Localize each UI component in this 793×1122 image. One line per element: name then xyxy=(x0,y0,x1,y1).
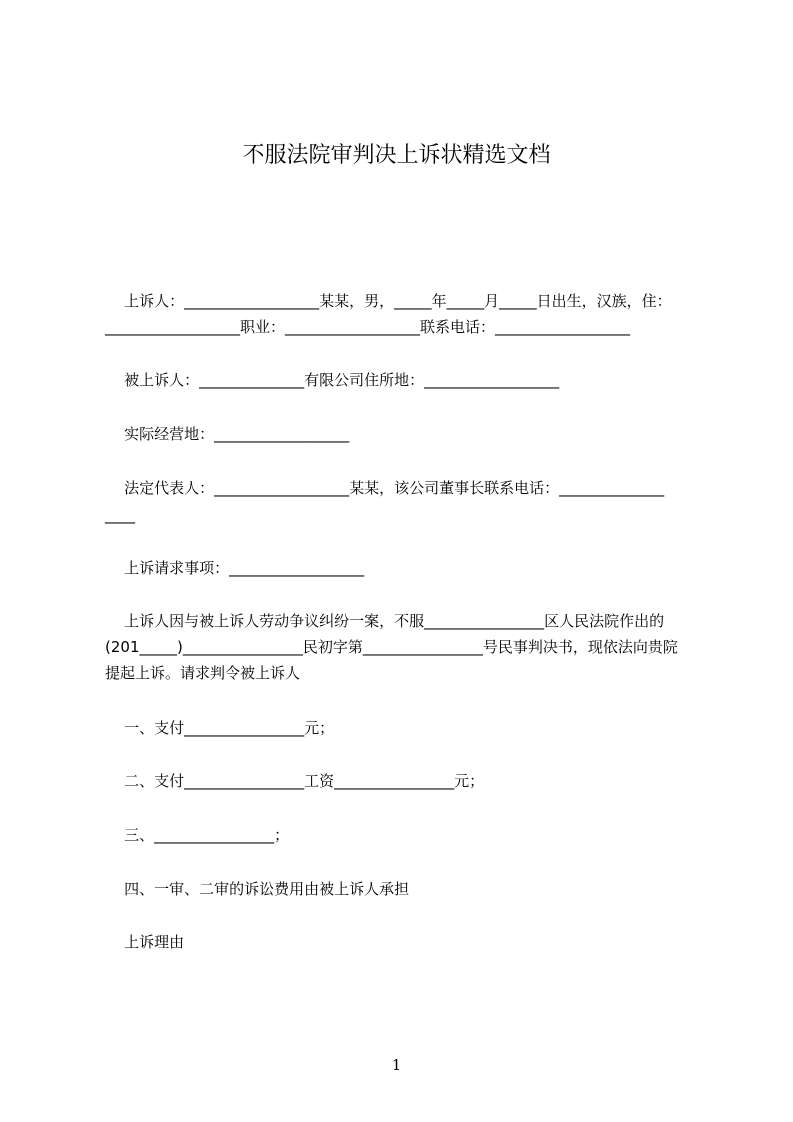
appeal-body-line-2: (201_____)________________民初字第________________号民事判决书，现依法向贵院 xyxy=(105,638,678,656)
request-item-3: 三、________________； xyxy=(105,826,290,844)
respondent-line: 被上诉人：______________有限公司住所地：__________________ xyxy=(105,371,560,389)
appellant-line-continued: __________________职业：__________________联系电话：__________________ xyxy=(105,318,631,336)
request-item-1: 一、支付________________元； xyxy=(105,719,335,737)
page-number: 1 xyxy=(391,1056,402,1074)
request-item-2: 二、支付________________工资________________元； xyxy=(105,772,485,790)
legal-representative-line: 法定代表人：__________________某某，该公司董事长联系电话：______________ xyxy=(105,479,665,497)
appeal-body-line-3: 提起上诉。请求判令被上诉人 xyxy=(105,664,301,682)
request-item-4: 四、一审、二审的诉讼费用由被上诉人承担 xyxy=(105,880,410,898)
appeal-reasons-heading: 上诉理由 xyxy=(105,933,185,951)
appeal-body-line-1: 上诉人因与被上诉人劳动争议纠纷一案，不服________________区人民法院作出的 xyxy=(105,612,665,630)
appeal-requests-heading: 上诉请求事项：__________________ xyxy=(105,559,365,577)
document-title: 不服法院审判决上诉状精选文档 xyxy=(242,143,551,168)
legal-representative-line-continued: ____ xyxy=(105,506,135,524)
appellant-line: 上诉人：__________________某某，男，_____年_____月_____日出生，汉族，住： xyxy=(105,292,672,310)
business-address-line: 实际经营地：__________________ xyxy=(105,425,350,443)
